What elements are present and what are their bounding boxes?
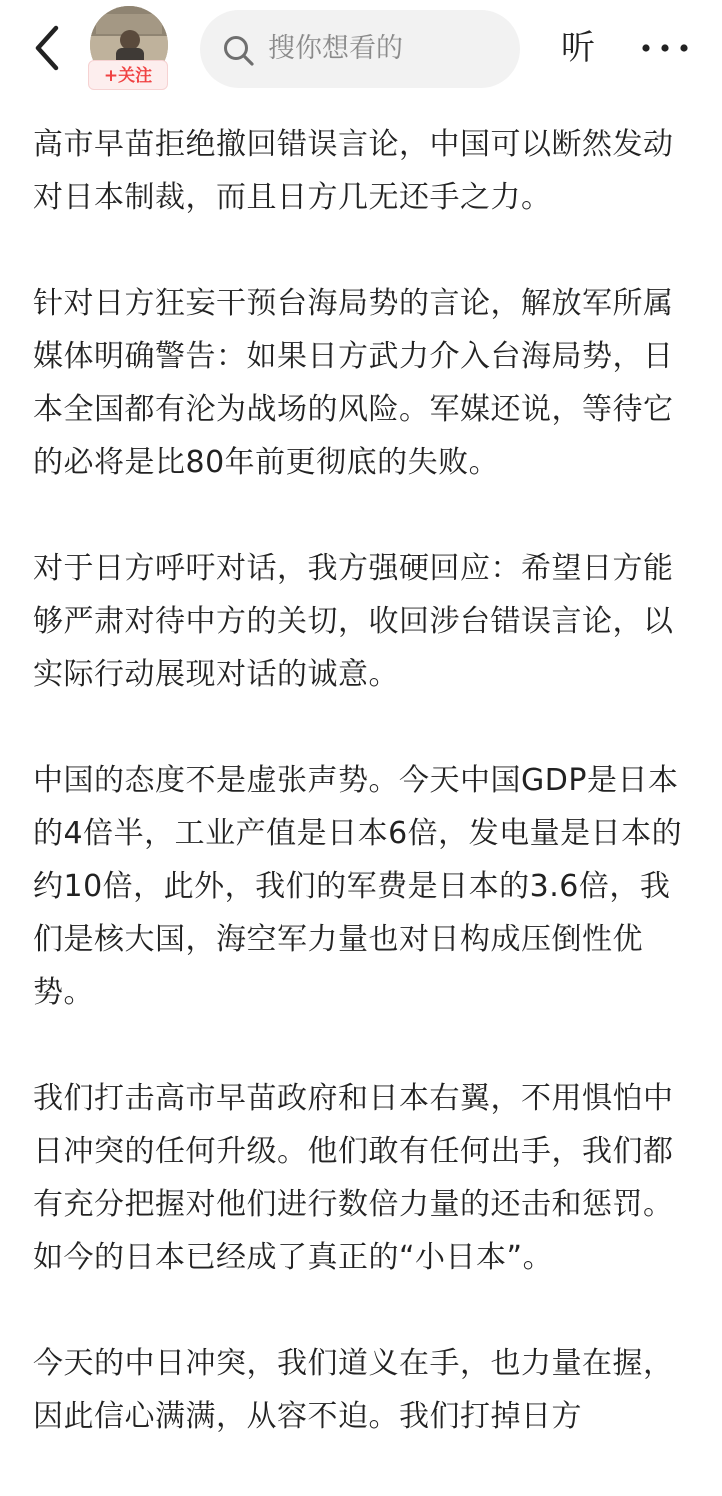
- article-paragraph: 针对日方狂妄干预台海局势的言论，解放军所属媒体明确警告：如果日方武力介入台海局势，日本全国都有沦为战场的风险。军媒还说，等待它的必将是比80年前更彻底的失败。: [33, 286, 674, 480]
- search-input[interactable]: [200, 10, 520, 88]
- chevron-left-icon: [24, 22, 72, 74]
- more-dots-icon: [636, 26, 694, 70]
- article-paragraph: 高市早苗拒绝撤回错误言论，中国可以断然发动对日本制裁，而且日方几无还手之力。: [33, 127, 674, 215]
- article-paragraph: 中国的态度不是虚张声势。今天中国GDP是日本的4倍半，工业产值是日本6倍，发电量是日本的约10倍，此外，我们的军费是日本的3.6倍，我们是核大国，海空军力量也对日构成压倒性优势。: [33, 763, 683, 1010]
- author-avatar-group[interactable]: [88, 6, 170, 90]
- more-button[interactable]: [636, 26, 694, 70]
- listen-button[interactable]: 听: [561, 28, 595, 68]
- article-body: [33, 118, 693, 1496]
- top-navigation-bar: [0, 0, 722, 100]
- search-icon: [222, 34, 256, 68]
- article-paragraph: 我们打击高市早苗政府和日本右翼，不用惧怕中日冲突的任何升级。他们敢有任何出手，我们都有充分把握对他们进行数倍力量的还击和惩罚。如今的日本已经成了真正的“小日本”。: [33, 1081, 674, 1275]
- search-placeholder: 搜你想看的: [268, 33, 403, 64]
- article-paragraph: 今天的中日冲突，我们道义在手，也力量在握，因此信心满满，从容不迫。我们打掉日方: [33, 1346, 674, 1434]
- article-paragraph: 对于日方呼吁对话，我方强硬回应：希望日方能够严肃对待中方的关切，收回涉台错误言论，以实际行动展现对话的诚意。: [33, 551, 674, 692]
- back-button[interactable]: [24, 22, 72, 74]
- follow-button[interactable]: +关注: [88, 60, 168, 90]
